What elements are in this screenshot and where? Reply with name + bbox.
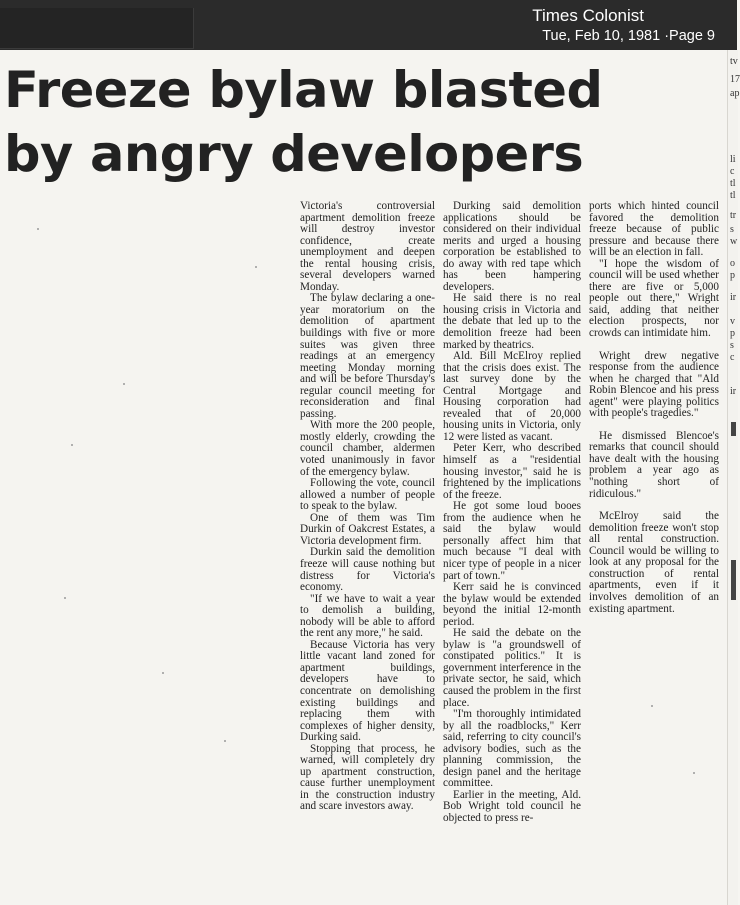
headline — [4, 58, 738, 186]
paragraph: Ald. Bill McElroy replied that the crisis does exist. The last survey done by the Central Mortgage and Housing corporation had revealed that of 20,000 housing units in Victoria, only 12 were listed as vacant. — [443, 350, 581, 443]
paragraph: He dismissed Blencoe's remarks that council should have dealt with the housing problem a year ago as "nothing short of ridiculous." — [589, 429, 719, 500]
paragraph: Kerr said he is convinced the bylaw would be extended beyond the initial 12-month period. — [443, 581, 581, 628]
paragraph: The bylaw declaring a one-year moratorium on the demolition of apartment buildings with five or more suites was given three readings at an emergency meeting Monday morning and will be before Thursday's regular council meeting for reconsideration and final passing. — [300, 292, 435, 420]
paragraph: ports which hinted council favored the demolition freeze because of public pressure and because there will be an election in fall. — [589, 200, 719, 259]
edge-fragment: s — [730, 224, 734, 235]
paragraph: McElroy said the demolition freeze won't stop all rental construction. Council would be willing to look at any proposal for the construction of rental apartments, even if it involves demolition of an existing apartment. — [589, 510, 719, 615]
edge-fragment: ir — [730, 292, 737, 303]
paragraph: "I'm thoroughly intimidated by all the roadblocks," Kerr said, referring to city council's advisory bodies, such as the planning commission, the design panel and the heritage committee. — [443, 708, 581, 790]
article-column-3 — [589, 201, 719, 615]
paragraph: He said there is no real housing crisis in Victoria and the debate that led up to the demolition freeze had been marked by theatrics. — [443, 292, 581, 351]
paragraph: With more the 200 people, mostly elderly, crowding the council chamber, aldermen voted unanimously in favor of the emergency bylaw. — [300, 419, 435, 478]
article-column-2 — [443, 201, 581, 825]
edge-fragment: tl — [730, 190, 736, 201]
paragraph: One of them was Tim Durkin of Oakcrest Estates, a Victoria development firm. — [300, 511, 435, 547]
edge-fragment: li — [730, 154, 736, 165]
edge-fragment: p — [730, 270, 735, 281]
paragraph: Peter Kerr, who described himself as a "residential housing investor," said he is frightened by the implications of the freeze. — [443, 442, 581, 501]
edge-fragment: ap — [730, 88, 740, 99]
paragraph: Following the vote, council allowed a number of people to speak to the bylaw. — [300, 477, 435, 513]
print-speck — [37, 228, 39, 230]
paragraph: Wright drew negative response from the audience when he charged that "Ald Robin Blencoe and his press agent" were playing politics with people's tragedies." — [589, 349, 719, 420]
print-speck — [693, 772, 695, 774]
edge-fragment: ir — [730, 386, 737, 397]
print-speck — [651, 705, 653, 707]
edge-fragment: tr — [730, 210, 737, 221]
paragraph: Because Victoria has very little vacant land zoned for apartment buildings, developers have to concentrate on demolishing existing buildings and replacing them with complexes of higher density, Durking said. — [300, 638, 435, 744]
paragraph: Durking said demolition applications should be considered on their individual merits and urged a housing corporation be established to do away with red tape which has been hampering developers. — [443, 200, 581, 293]
edge-fragment: c — [730, 166, 735, 177]
edge-fragment: 17 — [730, 74, 740, 85]
edge-fragment: p — [730, 328, 735, 339]
edge-fragment: v — [730, 316, 735, 327]
edge-mark — [731, 422, 736, 436]
edge-fragment: c — [730, 352, 735, 363]
edge-fragment: tl — [730, 178, 736, 189]
paragraph: He said the debate on the bylaw is "a groundswell of constipated politics." It is government interference in the private sector, he said, which caused the problem in the first place. — [443, 627, 581, 709]
headline-line-1: Freeze bylaw blasted — [4, 61, 603, 119]
paragraph: Durkin said the demolition freeze will cause nothing but distress for Victoria's economy. — [300, 546, 435, 594]
print-speck — [123, 383, 125, 385]
edge-fragment: o — [730, 258, 735, 269]
edge-fragment: s — [730, 340, 734, 351]
paragraph: Stopping that process, he warned, will completely dry up apartment construction, cause further unemployment in the construction industry and scare investors away. — [300, 742, 435, 813]
page-thumbnail[interactable] — [0, 8, 194, 49]
paragraph: "If we have to wait a year to demolish a building, nobody will be able to afford the rent any more," he said. — [300, 592, 435, 640]
paragraph: "I hope the wisdom of council will be used whether there are five or 5,000 people out there," Wright said, adding that neither election prospects, nor crowds can intimidate him. — [589, 257, 719, 340]
paragraph: He got some loud booes from the audience when he said the bylaw would personally affect him that much because "I deal with nicer type of people in a nicer part of town." — [443, 500, 581, 582]
print-speck — [162, 672, 164, 674]
edge-mark — [731, 560, 736, 600]
publication-name[interactable]: Times Colonist — [532, 6, 644, 25]
viewer-header — [0, 0, 737, 50]
print-speck — [64, 597, 66, 599]
paragraph: Victoria's controversial apartment demolition freeze will destroy investor confidence, create unemployment and deepen the rental housing crisis, several developers warned Monday. — [300, 200, 435, 293]
edge-fragment: tv — [730, 56, 738, 67]
edge-fragment: w — [730, 236, 738, 247]
article-column-1 — [300, 201, 435, 813]
headline-line-2: by angry developers — [4, 125, 584, 183]
print-speck — [255, 266, 257, 268]
paragraph: Earlier in the meeting, Ald. Bob Wright told council he objected to press re- — [443, 788, 581, 824]
print-speck — [71, 444, 73, 446]
print-speck — [224, 740, 226, 742]
adjacent-column-edge — [727, 50, 738, 905]
issue-date-page: Tue, Feb 10, 1981 ·Page 9 — [542, 28, 715, 44]
